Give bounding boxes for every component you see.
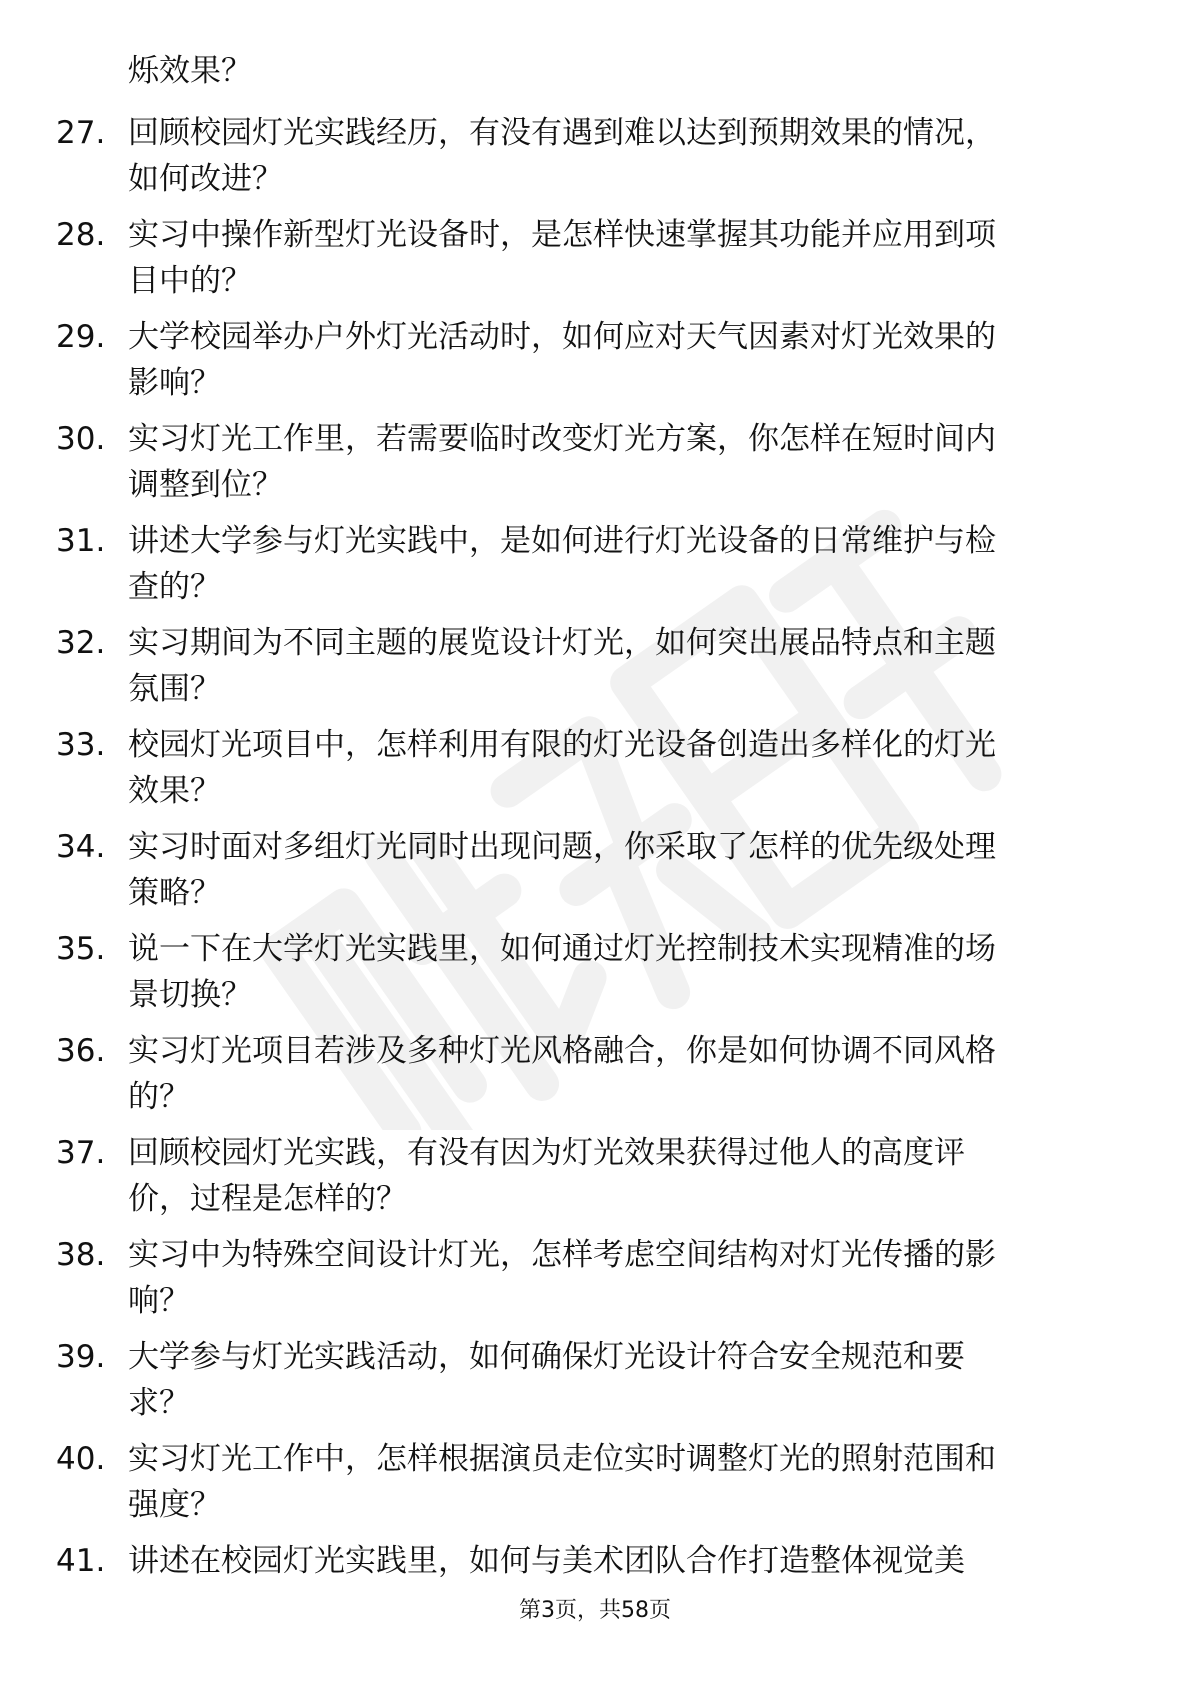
question-number: 33. [56,727,106,763]
question-text: 实习期间为不同主题的展览设计灯光，如何突出展品特点和主题 氛围？ [128,625,996,707]
question-item-33 [0,722,1190,824]
question-number: 27. [56,115,106,151]
question-item-36 [0,1028,1190,1130]
question-text: 大学参与灯光实践活动，如何确保灯光设计符合安全规范和要 求？ [128,1339,965,1421]
question-number: 35. [56,931,106,967]
question-text: 实习灯光工作里，若需要临时改变灯光方案，你怎样在短时间内 调整到位？ [128,421,996,503]
question-text: 实习灯光项目若涉及多种灯光风格融合，你是如何协调不同风格 的？ [128,1033,996,1115]
question-item-32 [0,620,1190,722]
question-item-35 [0,926,1190,1028]
question-number: 40. [56,1441,106,1477]
question-number: 39. [56,1339,106,1375]
question-item-40 [0,1436,1190,1538]
question-number: 29. [56,319,106,355]
question-text: 回顾校园灯光实践，有没有因为灯光效果获得过他人的高度评 价，过程是怎样的？ [128,1135,965,1217]
question-text: 说一下在大学灯光实践里，如何通过灯光控制技术实现精准的场 景切换？ [128,931,996,1013]
question-text: 回顾校园灯光实践经历，有没有遇到难以达到预期效果的情况， 如何改进？ [128,115,996,197]
question-item-31 [0,518,1190,620]
question-number: 28. [56,217,106,253]
question-number: 41. [56,1543,106,1579]
question-text: 实习灯光工作中，怎样根据演员走位实时调整灯光的照射范围和 强度？ [128,1441,996,1523]
question-item-30 [0,416,1190,518]
question-text: 实习时面对多组灯光同时出现问题，你采取了怎样的优先级处理 策略？ [128,829,996,911]
continued-question-text: 烁效果？ [128,53,252,89]
question-item-37 [0,1130,1190,1232]
question-text: 校园灯光项目中，怎样利用有限的灯光设备创造出多样化的灯光 效果？ [128,727,996,809]
question-text: 大学校园举办户外灯光活动时，如何应对天气因素对灯光效果的 影响？ [128,319,996,401]
page-footer: 第3页，共58页 [519,1598,671,1623]
question-item-29 [0,314,1190,416]
question-number: 38. [56,1237,106,1273]
question-number: 36. [56,1033,106,1069]
question-text: 实习中操作新型灯光设备时，是怎样快速掌握其功能并应用到项 目中的？ [128,217,996,299]
question-item-28 [0,212,1190,314]
question-list [0,110,1190,1640]
question-item-39 [0,1334,1190,1436]
question-text: 实习中为特殊空间设计灯光，怎样考虑空间结构对灯光传播的影 响？ [128,1237,996,1319]
question-text: 讲述大学参与灯光实践中，是如何进行灯光设备的日常维护与检 查的？ [128,523,996,605]
question-item-34 [0,824,1190,926]
question-number: 37. [56,1135,106,1171]
question-number: 31. [56,523,106,559]
question-text: 讲述在校园灯光实践里，如何与美术团队合作打造整体视觉美 [128,1543,965,1579]
question-item-27 [0,110,1190,212]
question-number: 30. [56,421,106,457]
question-item-38 [0,1232,1190,1334]
question-number: 32. [56,625,106,661]
question-number: 34. [56,829,106,865]
